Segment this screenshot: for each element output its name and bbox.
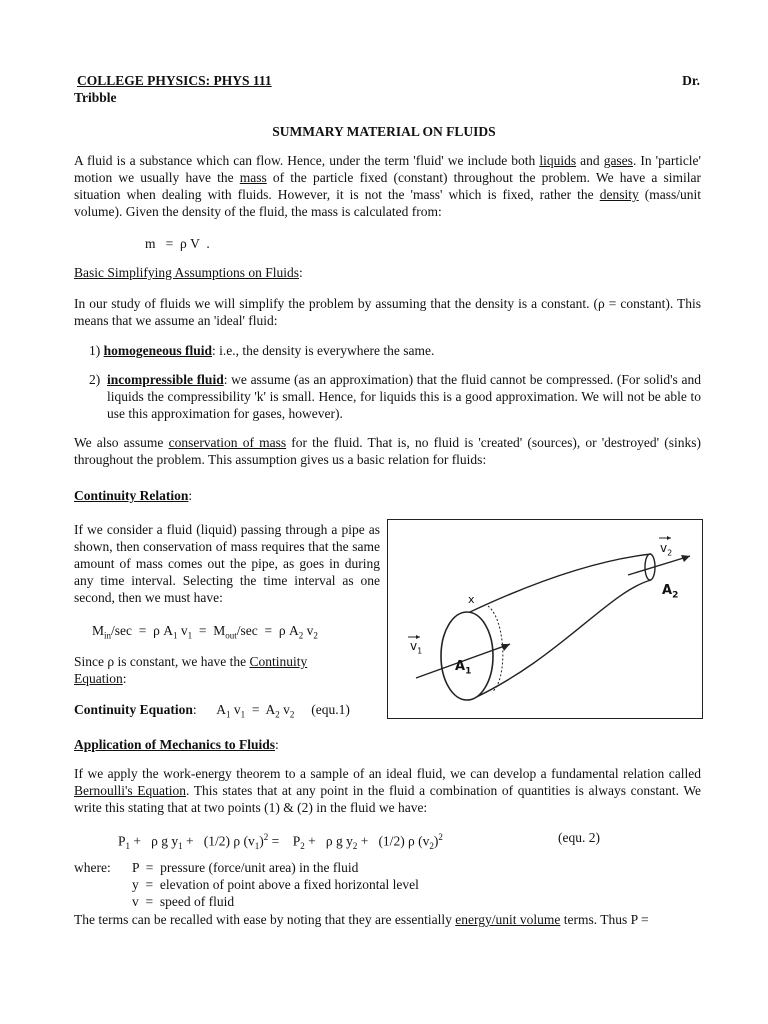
pipe-figure <box>388 520 702 718</box>
where-pressure: P = pressure (force/unit area) in the fluid <box>132 860 359 875</box>
inlet-opening <box>441 612 493 700</box>
instructor-name: Tribble <box>74 90 117 105</box>
assumption-item-1: 1) homogeneous fluid: i.e., the density is everywhere the same. <box>89 343 435 358</box>
label-v1: $v_1$ <box>410 639 423 656</box>
label-A2: $A_2$ <box>662 583 679 601</box>
term-density: density <box>599 187 639 202</box>
term-liquids: liquids <box>539 153 577 168</box>
assumptions-paragraph: In our study of fluids we will simplify the problem by assuming that the density is a constant. (ρ = constant). This means that we assume an 'ideal' fluid: <box>74 296 701 328</box>
continuity-paragraph: If we consider a fluid (liquid) passing through a pipe as shown, then conservation of mass requires that the same amount of mass comes out the pipe, as goes in during any time interval. Selecting the time interval as one second, then we must have: <box>74 522 380 605</box>
where-speed: v = speed of fluid <box>132 894 235 909</box>
bernoulli-equation-number: (equ. 2) <box>558 830 600 845</box>
course-header <box>74 72 700 106</box>
mass-flow-equation: $M_{in}/\sec = \rho$ $A_1$ $v_1 = M_{out}/\sec = \rho$ $A_2$ $v_2$ <box>92 623 318 641</box>
term-gases: gases <box>603 153 633 168</box>
where-label: where: <box>74 860 111 875</box>
label-x: x <box>468 593 475 606</box>
term-energy-unit-volume: energy/unit volume <box>455 912 561 927</box>
term-homogeneous: homogeneous fluid <box>103 343 213 358</box>
continuity-heading: Continuity Relation: <box>74 488 193 503</box>
intro-paragraph: A fluid is a substance which can flow. Hence, under the term 'fluid' we include both liquids and gases. In 'particle' motion we usually have the mass of the particle fixed (constant) throughout the problem. We have a similar situation when dealing with fluids. However, it is not the 'mass' which is fixed, rather the density (mass/unit volume). Given the density of the fluid, the mass is calculated from: <box>74 153 702 219</box>
mechanics-heading: Application of Mechanics to Fluids: <box>74 737 279 752</box>
term-continuity-equation: Continuity Equation <box>74 654 308 686</box>
pipe-top-edge <box>470 554 651 612</box>
mass-equation: m = ρ V . <box>145 236 210 251</box>
continuity-equation: Continuity Equation: $A_1$ $v_1 = A_2$ $v_2$ (equ.1) <box>74 702 350 720</box>
course-title: COLLEGE PHYSICS: PHYS 111 <box>77 73 272 88</box>
label-A1: $A_1$ <box>455 659 472 677</box>
term-conservation-of-mass: conservation of mass <box>168 435 287 450</box>
closing-line: The terms can be recalled with ease by noting that they are essentially energy/unit volume terms. Thus P = <box>74 912 649 927</box>
bernoulli-equation: $P_1 + \rho$ g $y_1 + (1/2)$ ρ $(v_1)^2$ = $P_2 + \rho$ g $y_2 + (1/2)$ ρ $(v_2)^2$ <box>118 832 443 852</box>
pipe-bottom-edge <box>470 580 651 700</box>
label-v2: $v_2$ <box>660 541 673 558</box>
assumptions-heading: Basic Simplifying Assumptions on Fluids: <box>74 265 303 280</box>
page-title: SUMMARY MATERIAL ON FLUIDS <box>272 124 496 139</box>
since-line: Since ρ is constant, we have the Continuity Equation: <box>74 654 308 686</box>
term-incompressible: incompressible fluid <box>107 372 224 387</box>
mechanics-paragraph: If we apply the work-energy theorem to a sample of an ideal fluid, we can develop a fundamental relation called Bernoulli's Equation. This states that at any point in the fluid a combination of quantities is always constant. We write this stating that at two points (1) & (2) in the fluid we have: <box>74 766 701 815</box>
assumption-item-2: 2) incompressible fluid: we assume (as an approximation) that the fluid cannot be compressed. (For solid's and liquids the compressibility 'k' is small. Hence, for liquids this is a good approximation. We will not be able to use this approximation for gases, however). <box>89 372 701 421</box>
instructor-title: Dr. <box>682 73 700 88</box>
where-elevation: y = elevation of point above a fixed horizontal level <box>132 877 419 892</box>
term-bernoulli: Bernoulli's Equation <box>74 783 187 798</box>
term-mass: mass <box>239 170 267 185</box>
pipe-diagram <box>387 519 703 719</box>
conservation-paragraph: We also assume conservation of mass for the fluid. That is, no fluid is 'created' (sources), or 'destroyed' (sinks) throughout the problem. This assumption gives us a basic relation for fluids: <box>74 435 701 467</box>
